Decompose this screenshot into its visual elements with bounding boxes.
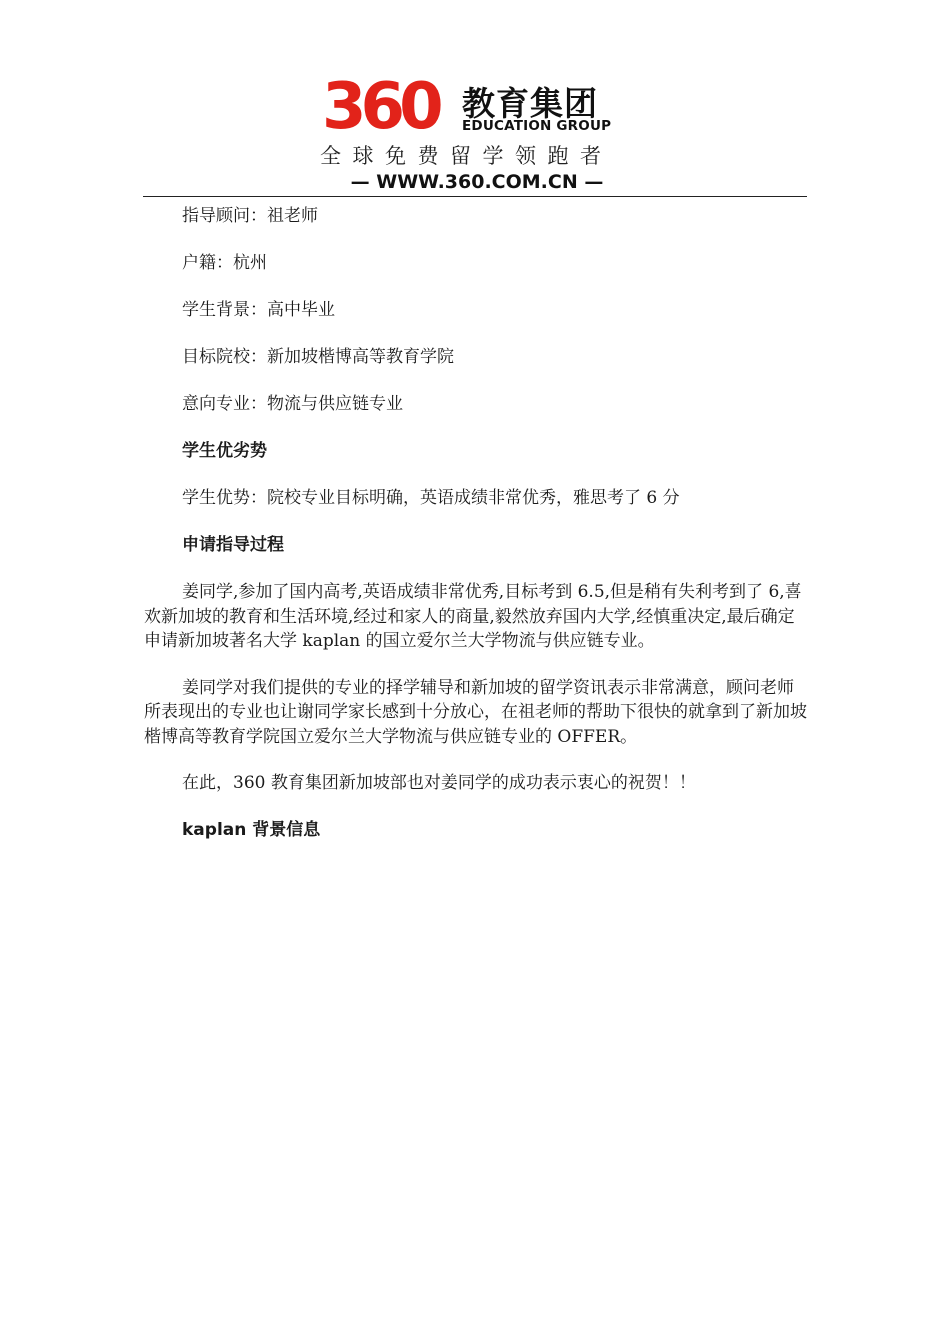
logo-slogan: 全球免费留学领跑者 (320, 144, 613, 168)
company-logo (322, 76, 632, 136)
logo-360-mark (322, 76, 454, 136)
document-header (0, 0, 950, 200)
header-divider (143, 196, 807, 197)
field-major: 意向专业：物流与供应链专业 (182, 394, 403, 414)
heading-kaplan: kaplan 背景信息 (182, 819, 321, 840)
document-body (144, 204, 808, 865)
heading-advantages: 学生优劣势 (182, 441, 267, 461)
process-paragraph-1: 姜同学,参加了国内高考,英语成绩非常优秀,目标考到 6.5,但是稍有失利考到了 6,喜欢新加坡的教育和生活环境,经过和家人的商量,毅然放弃国内大学,经慎重决定,最后确定申请新加坡著名大学 kaplan 的国立爱尔兰大学物流与供应链专业。 (144, 582, 802, 651)
field-target-school: 目标院校：新加坡楷博高等教育学院 (182, 347, 454, 367)
field-advisor: 指导顾问：祖老师 (182, 206, 318, 226)
field-hometown: 户籍：杭州 (182, 253, 267, 273)
field-background: 学生背景：高中毕业 (182, 300, 335, 320)
logo-english-name: EDUCATION GROUP (462, 118, 612, 134)
process-paragraph-3: 在此，360 教育集团新加坡部也对姜同学的成功表示衷心的祝贺！！ (182, 773, 696, 793)
heading-process: 申请指导过程 (182, 535, 284, 555)
logo-website: — WWW.360.COM.CN — (350, 171, 604, 193)
advantages-text: 学生优势：院校专业目标明确，英语成绩非常优秀，雅思考了 6 分 (182, 488, 680, 508)
svg-text:360: 360 (322, 76, 438, 136)
logo-chinese-name: 教育集团 (462, 84, 598, 123)
process-paragraph-2: 姜同学对我们提供的专业的择学辅导和新加坡的留学资讯表示非常满意，顾问老师所表现出的专业也让谢同学家长感到十分放心，在祖老师的帮助下很快的就拿到了新加坡楷博高等教育学院国立爱尔兰大学物流与供应链专业的 OFFER。 (144, 677, 807, 747)
